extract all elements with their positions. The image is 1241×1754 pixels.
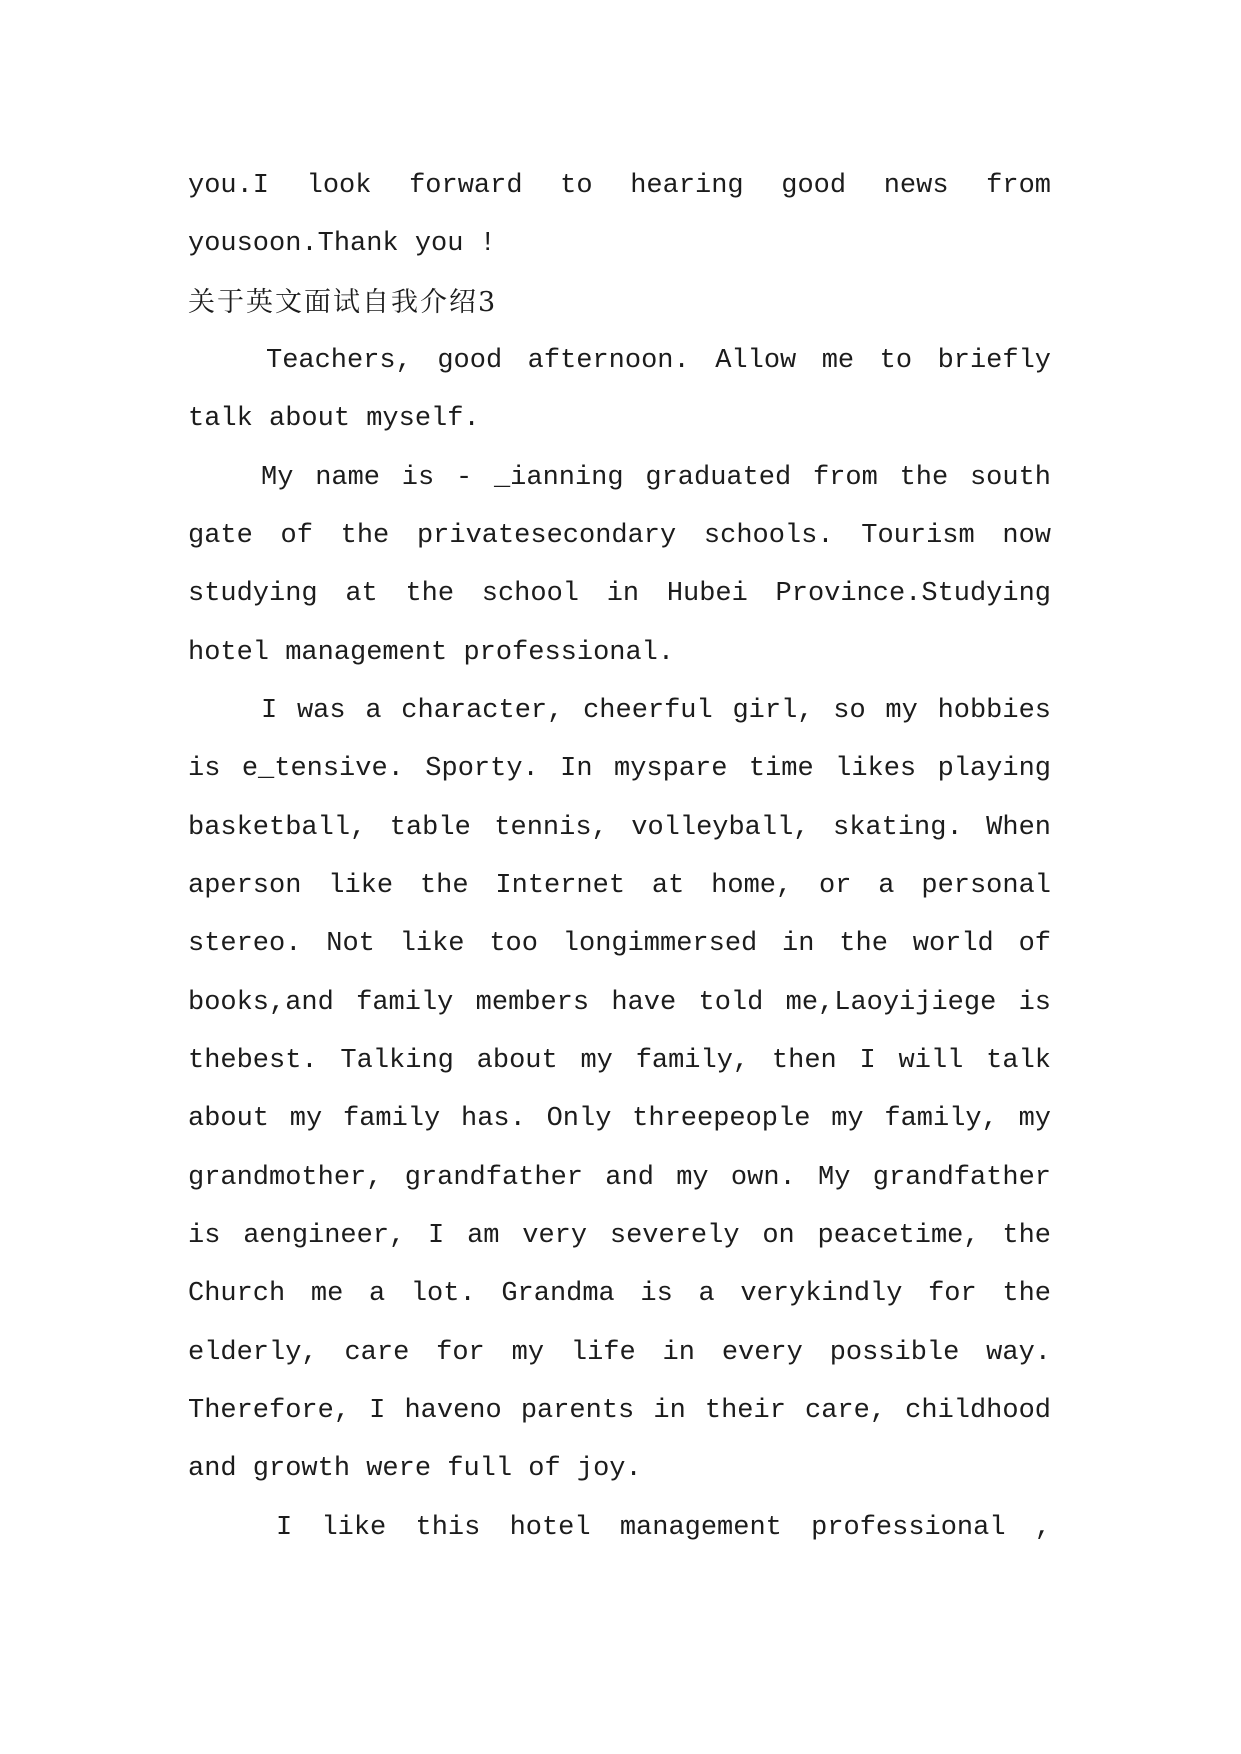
- text-line: studying at the school in Hubei Province.Studying: [188, 579, 1051, 610]
- section-heading: 关于英文面试自我介绍3: [188, 286, 498, 318]
- document-body: [188, 157, 1051, 1557]
- paragraph-background: [188, 449, 1051, 682]
- text-line: is e_tensive. Sporty. In myspare time likes playing: [188, 754, 1051, 785]
- paragraph-greeting: [188, 332, 1051, 449]
- text-line: elderly, care for my life in every possible way.: [188, 1337, 1051, 1368]
- text-line: Church me a lot. Grandma is a verykindly for the: [188, 1279, 1051, 1310]
- text-line: Teachers, good afternoon. Allow me to briefly: [266, 345, 1051, 376]
- text-line: about my family has. Only threepeople my family, my: [188, 1104, 1051, 1135]
- text-line: I was a character, cheerful girl, so my hobbies: [261, 695, 1051, 726]
- text-line: Therefore, I haveno parents in their care, childhood: [188, 1395, 1051, 1426]
- paragraph-major: [188, 1499, 1051, 1557]
- continued-paragraph: [188, 157, 1051, 274]
- text-line: I like this hotel management professional ,: [276, 1512, 1051, 1543]
- text-line: My name is - _ianning graduated from the south: [261, 462, 1051, 493]
- text-line: hotel management professional.: [188, 637, 675, 668]
- text-line: thebest. Talking about my family, then I will talk: [188, 1045, 1051, 1076]
- text-line: books,and family members have told me,Laoyijiege is: [188, 987, 1051, 1018]
- text-line: is aengineer, I am very severely on peacetime, the: [188, 1220, 1051, 1251]
- text-line: aperson like the Internet at home, or a personal: [188, 870, 1051, 901]
- text-line: grandmother, grandfather and my own. My grandfather: [188, 1162, 1051, 1193]
- text-line: gate of the privatesecondary schools. Tourism now: [188, 520, 1051, 551]
- text-line: you.I look forward to hearing good news from: [188, 171, 1051, 201]
- text-line: basketball, table tennis, volleyball, skating. When: [188, 812, 1051, 843]
- text-line: yousoon.Thank you !: [188, 229, 496, 260]
- text-line: stereo. Not like too longimmersed in the world of: [188, 929, 1051, 960]
- text-line: talk about myself.: [188, 404, 480, 435]
- text-line: and growth were full of joy.: [188, 1454, 642, 1485]
- paragraph-hobbies-family: [188, 682, 1051, 1499]
